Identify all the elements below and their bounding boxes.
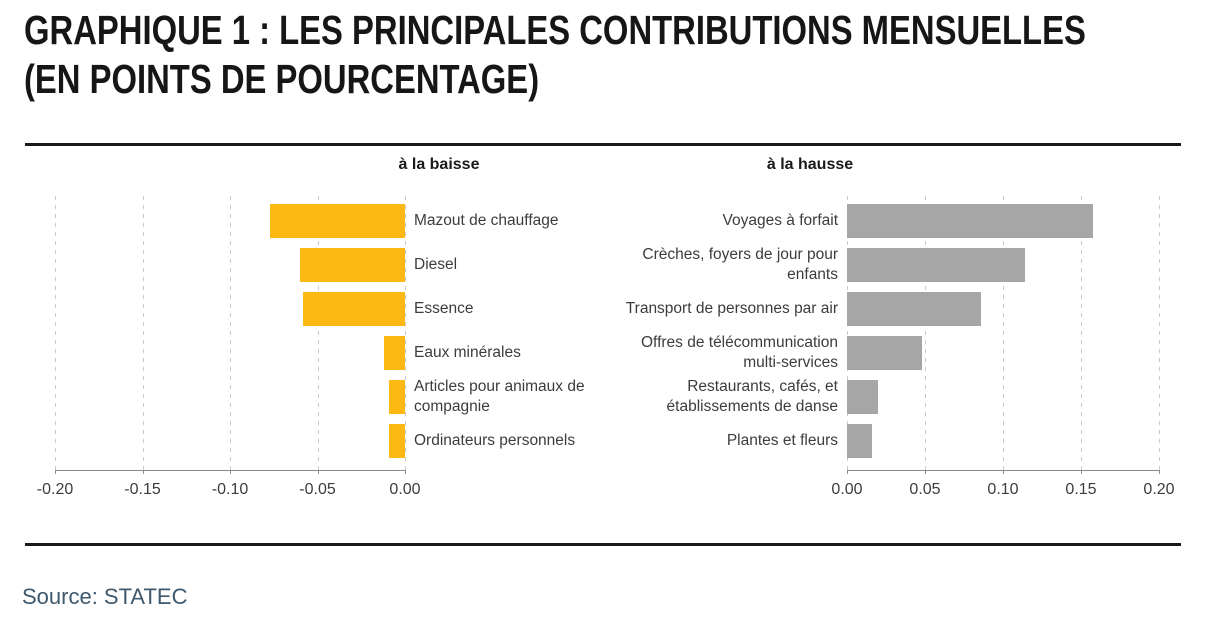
gridline	[230, 196, 231, 470]
axis-tick-label: 0.05	[909, 481, 941, 498]
bar	[384, 336, 405, 370]
gridline	[55, 196, 56, 470]
axis-tick-label: -0.20	[36, 481, 74, 498]
bottom-rule	[25, 543, 1181, 546]
bar	[847, 336, 922, 370]
category-label: Plantes et fleurs	[726, 432, 838, 450]
chart-hausse-header: à la hausse	[766, 156, 854, 173]
bar	[847, 424, 872, 458]
axis-tick-label: 0.15	[1065, 481, 1097, 498]
bar	[303, 292, 405, 326]
category-label: Ordinateurs personnels	[414, 432, 576, 450]
axis-tick-label: -0.05	[299, 481, 336, 498]
category-label: Mazout de chauffage	[414, 212, 559, 230]
category-label: Offres de télécommunication multi-services	[640, 334, 838, 371]
source-text: Source: STATEC	[22, 584, 188, 609]
bar	[847, 380, 878, 414]
page-title-line-1: GRAPHIQUE 1 : LES PRINCIPALES CONTRIBUTIONS MENSUELLES	[24, 7, 1086, 53]
category-label: Essence	[414, 300, 474, 318]
page-title-line-2: (EN POINTS DE POURCENTAGE)	[24, 56, 540, 102]
category-label: Diesel	[414, 256, 458, 274]
bar	[847, 292, 981, 326]
axis-line	[847, 470, 1159, 471]
axis-tick-label: 0.00	[831, 481, 863, 498]
category-label: Voyages à forfait	[722, 212, 838, 230]
axis-tick-label: 0.00	[389, 481, 421, 498]
category-label: Eaux minérales	[414, 344, 521, 362]
axis-line	[55, 470, 405, 471]
category-label: Transport de personnes par air	[625, 300, 838, 318]
category-label: Crèches, foyers de jour pour enfants	[642, 246, 838, 283]
category-label: Restaurants, cafés, et établissements de danse	[666, 378, 838, 415]
axis-tick	[1159, 470, 1160, 474]
bar	[389, 424, 405, 458]
gridline	[1159, 196, 1160, 470]
axis-tick-label: 0.10	[987, 481, 1019, 498]
axis-tick-label: -0.10	[211, 481, 249, 498]
chart-baisse-header: à la baisse	[398, 156, 480, 173]
axis-tick	[405, 470, 406, 474]
bar	[270, 204, 405, 238]
bar	[300, 248, 405, 282]
bar	[847, 204, 1093, 238]
gridline	[405, 196, 406, 470]
axis-tick-label: 0.20	[1143, 481, 1175, 498]
axis-tick-label: -0.15	[124, 481, 161, 498]
bar	[847, 248, 1025, 282]
bar	[389, 380, 405, 414]
category-label: Articles pour animaux de compagnie	[414, 378, 585, 415]
gridline	[143, 196, 144, 470]
